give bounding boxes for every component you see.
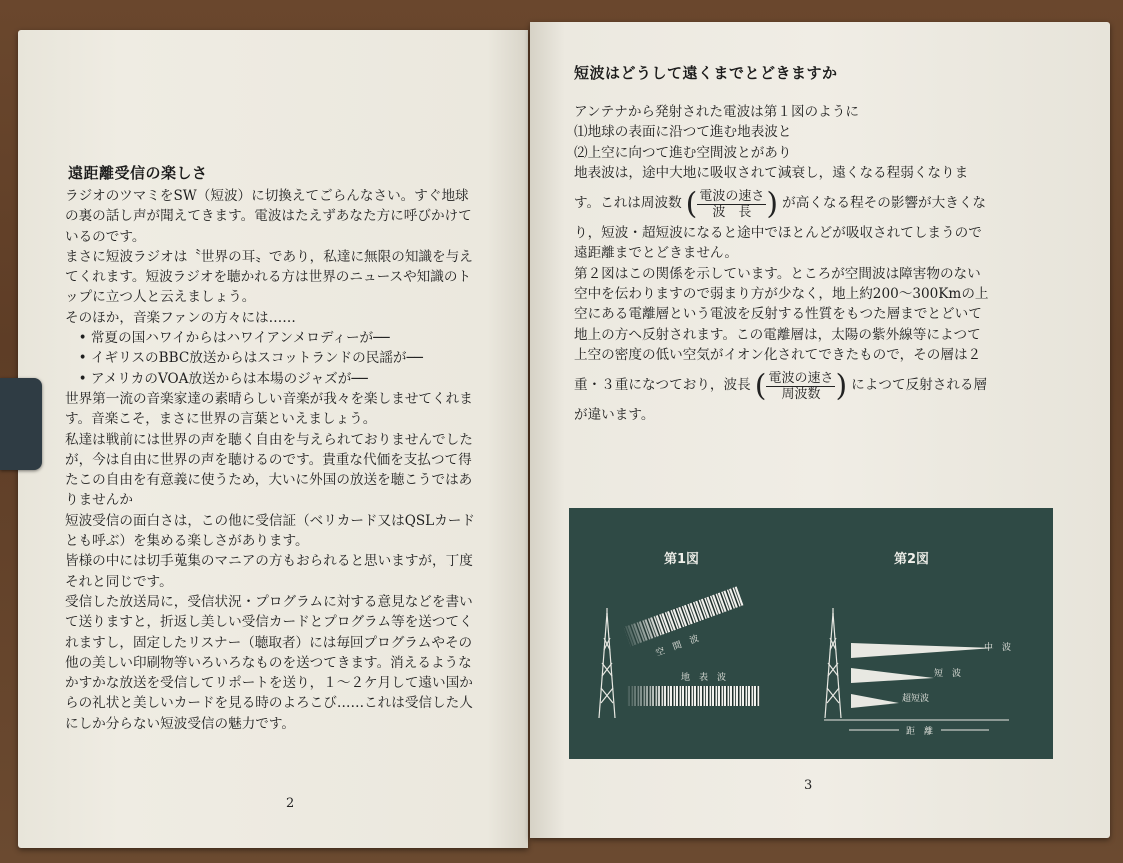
body-line: れますし，固定したリスナー（聴取者）には毎回プログラムやその [65, 634, 473, 651]
short-wave-wedge [851, 668, 934, 683]
body-line: 第２図はこの関係を示しています。ところが空間波は障害物のない [574, 265, 981, 282]
radio-wave-diagram [569, 508, 1053, 759]
formula-text-after: が高くなる程その影響が大きくな [782, 195, 987, 212]
body-line: が，今は自由に世界の声を聴けるのです。貴重な代価を支払つて得 [65, 451, 472, 468]
vhf-wave-wedge [851, 694, 899, 708]
fig2-title: 第2図 [894, 552, 930, 567]
diagram-svg [569, 508, 1053, 759]
ground-wave-label: 地 表 波 [681, 673, 727, 683]
body-line: 短波受信の面白さは，この他に受信証（ベリカード又はQSLカード [65, 512, 475, 529]
formula-line-frequency [574, 183, 989, 223]
body-line: アンテナから発射された電波は第１図のように [574, 104, 859, 120]
sky-wave-label: 空 間 波 [654, 634, 701, 659]
fig1-title: 第1図 [664, 552, 700, 567]
body-line: りませんか [65, 492, 133, 509]
vhf-wave-label: 超短波 [902, 694, 930, 704]
body-line: ラジオのツマミをSW（短波）に切換えてごらんなさい。すぐ地球 [65, 188, 469, 204]
short-wave-label: 短 波 [934, 669, 962, 679]
body-line: 地表波は，途中大地に吸収されて減衰し，遠くなる程弱くなりま [574, 164, 969, 181]
body-line: の裏の話し声が聞えてきます。電波はたえずあなた方に呼びかけて [65, 208, 472, 225]
body-line: かすかな放送を受信してリポートを送り，１～２ケ月して遠い国か [65, 675, 473, 692]
fraction-frequency: ( $\frac{\text{電波の速さ}}{\text{波 長}}$ ) [685, 186, 779, 222]
medium-wave-wedge [851, 643, 994, 658]
body-line: にしか分らない短波受信の魅力です。 [65, 715, 296, 732]
fraction-wavelength: ( $\frac{\text{電波の速さ}}{\text{周波数}}$ ) [754, 368, 848, 404]
right-page-heading: 短波はどうして遠くまでとどきますか [574, 64, 838, 82]
distance-label: 距 離 [906, 727, 934, 737]
fraction-numerator: 電波の速さ [768, 370, 834, 386]
body-line: 空にある電離層という電波を反射する性質をもつた層までとどいて [574, 306, 982, 323]
body-line: て送りますと，折返し美しい受信カードとプログラム等を送つてく [65, 614, 473, 631]
left-page-heading: 遠距離受信の楽しさ [68, 164, 208, 182]
body-line: 世界第一流の音楽家達の素晴らしい音楽が我々を楽しませてくれま [65, 390, 473, 407]
body-line: 他の美しい印刷物等いろいろなものを送つてきます。消えるような [65, 654, 472, 671]
binder-clip [0, 378, 42, 470]
body-line: とも呼ぶ）を集める楽しさがあります。 [65, 533, 309, 550]
body-line: そのほか，音楽ファンの方々には…… [65, 309, 296, 326]
body-line: 皆様の中には切手蒐集のマニアの方もおられると思いますが，丁度 [65, 553, 473, 570]
sky-wave-band [624, 586, 744, 646]
formula-text-after: によつて反射される層 [851, 377, 988, 394]
formula-line-wavelength [574, 365, 989, 405]
body-line: 地上の方へ反射されます。この電離層は，太陽の紫外線等によつて [574, 326, 981, 343]
fig2-antenna-icon [825, 608, 841, 718]
medium-wave-label: 中 波 [984, 643, 1012, 653]
body-line: 遠距離までとどきません。 [574, 245, 738, 262]
left-page-body [65, 186, 475, 734]
body-line: いるのです。 [65, 228, 146, 245]
body-line: たこの自由を有意義に使うため，大いに外国の放送を聴こうではあ [65, 472, 473, 489]
right-page-number: 3 [804, 778, 813, 793]
left-page-number: 2 [286, 796, 295, 811]
body-line: 私達は戦前には世界の声を聴く自由を与えられておりませんでした [65, 431, 473, 448]
body-line: ⑴地球の表面に沿つて進む地表波と [574, 124, 792, 141]
body-line: まさに短波ラジオは〝世界の耳〟であり，私達に無限の知識を与え [65, 248, 473, 265]
body-line: らの礼状と美しいカードを見る時のよろこび……これは受信した人 [65, 695, 473, 712]
fraction-denominator: 周波数 [781, 386, 821, 402]
body-line: 空中を伝わりますので弱まり方が少なく，地上約200～300Kmの上 [574, 286, 989, 303]
fig1-antenna-icon [599, 608, 615, 718]
body-line: ップに立つ人と云えましょう。 [65, 289, 256, 306]
right-page [530, 22, 1110, 838]
formula-text-before: 重・３重になつており，波長 [574, 377, 751, 394]
body-line: り，短波・超短波になると途中でほとんどが吸収されてしまうので [574, 225, 982, 242]
fraction-denominator: 波 長 [712, 204, 752, 220]
body-line: 上空の密度の低い空気がイオン化されてできたもので，その層は２ [574, 346, 982, 363]
body-line: ⑵上空に向つて進む空間波とがあり [574, 144, 792, 161]
body-line: • 常夏の国ハワイからはハワイアンメロディーが── [65, 330, 390, 347]
ground-wave-band [627, 686, 760, 706]
body-line: • イギリスのBBC放送からはスコットランドの民謡が── [65, 350, 423, 367]
body-line: が違います。 [574, 407, 655, 424]
body-line: す。音楽こそ，まさに世界の言葉といえましょう。 [65, 411, 377, 428]
right-page-body [574, 102, 989, 426]
left-page [18, 30, 528, 848]
body-line: てくれます。短波ラジオを聴かれる方は世界のニュースや知識のト [65, 269, 472, 286]
fraction-numerator: 電波の速さ [699, 188, 765, 204]
body-line: 受信した放送局に，受信状況・プログラムに対する意見などを書い [65, 593, 473, 610]
formula-text-before: す。これは周波数 [574, 195, 682, 212]
body-line: それと同じです。 [65, 573, 173, 590]
body-line: • アメリカのVOA放送からは本場のジャズが── [65, 370, 368, 387]
